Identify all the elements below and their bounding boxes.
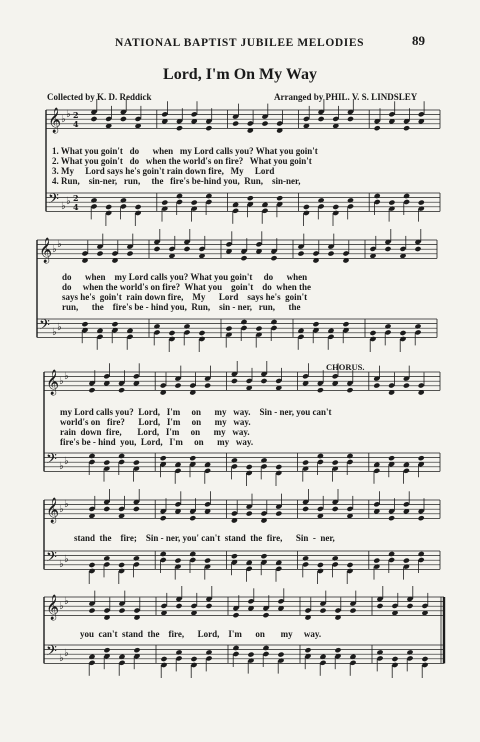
note-head [332, 506, 339, 512]
note-head [204, 383, 211, 389]
lyric-line: 2. What you goin't do when the world's on fire? What you goin't [52, 156, 312, 166]
note-head [118, 608, 125, 614]
note-head [176, 125, 183, 131]
note-head [374, 193, 381, 199]
note-head [153, 246, 160, 252]
note-head [388, 200, 395, 206]
note-head [205, 193, 212, 199]
running-head: NATIONAL BAPTIST JUBILEE MELODIES [115, 37, 365, 49]
note-head [183, 323, 190, 329]
note-head [231, 553, 238, 559]
note-head [302, 555, 309, 561]
note-head [160, 515, 167, 521]
note-head [347, 197, 354, 203]
note-head [418, 515, 425, 521]
note-head [346, 562, 353, 568]
flat-icon: ♭ [59, 504, 64, 515]
lyric-line: my Lord calls you? Lord, I'm on my way. Sin - ner, you can't [60, 407, 332, 417]
note-head [261, 121, 268, 127]
note-head [231, 378, 238, 384]
note-head [384, 323, 391, 329]
clef-icon: 𝄞 [39, 238, 53, 263]
note-head [262, 645, 269, 651]
note-head [90, 116, 97, 122]
note-head [303, 204, 310, 210]
note-head [161, 200, 168, 206]
note-head [133, 647, 140, 653]
note-head [189, 551, 196, 557]
note-head [205, 603, 212, 609]
note-head [175, 603, 182, 609]
note-head [204, 558, 211, 564]
lyric-line: world's on fire? Lord, I'm on my way. [60, 417, 251, 427]
note-head [81, 321, 88, 327]
note-head [346, 453, 353, 459]
note-head [302, 506, 309, 512]
note-head [103, 555, 110, 561]
clef-icon: 𝄞 [46, 498, 60, 523]
note-head [332, 555, 339, 561]
clef-icon: 𝄞 [46, 370, 60, 395]
lyric-line: stand the fire; Sin - ner, you' can't stand the fire, Sin - ner, [74, 533, 335, 543]
note-head [418, 455, 425, 461]
note-head [403, 125, 410, 131]
note-head [225, 326, 232, 332]
flat-icon: ♭ [61, 114, 66, 125]
note-head [153, 323, 160, 329]
note-head [246, 464, 253, 470]
flat-icon: ♭ [64, 596, 69, 607]
note-head [247, 652, 254, 658]
note-head [388, 551, 395, 557]
note-head [240, 319, 247, 325]
note-head [255, 326, 262, 332]
flat-icon: ♭ [59, 461, 64, 472]
note-head [276, 195, 283, 201]
note-head [304, 647, 311, 653]
clef-icon: 𝄢 [46, 643, 57, 663]
note-head [247, 195, 254, 201]
note-head [205, 125, 212, 131]
note-head [103, 647, 110, 653]
note-head [232, 645, 239, 651]
note-head [406, 649, 413, 655]
note-head [421, 656, 428, 662]
note-head [103, 460, 110, 466]
note-head [327, 251, 334, 257]
note-head [318, 116, 325, 122]
note-head [270, 319, 277, 325]
note-head [403, 383, 410, 389]
note-head [88, 387, 95, 393]
note-head [189, 455, 196, 461]
note-head [118, 387, 125, 393]
flat-icon: ♭ [66, 196, 71, 207]
note-head [232, 121, 239, 127]
note-head [88, 608, 95, 614]
note-head [120, 116, 127, 122]
flat-icon: ♭ [59, 653, 64, 664]
flat-icon: ♭ [64, 456, 69, 467]
note-head [133, 555, 140, 561]
note-head [90, 197, 97, 203]
note-head [191, 200, 198, 206]
note-head [176, 193, 183, 199]
time-signature: 2 [73, 110, 79, 120]
lyric-line: do when the world's on fire? What you goin't do when the [62, 282, 311, 292]
lyric-line: 4. Run, sin-ner, run, the fire's be-hind you, Run, sin-ner, [52, 176, 301, 186]
arranger-credit: Arranged by PHIL. V. S. LINDSLEY [274, 92, 418, 102]
lyric-line: do when my Lord calls you? What you goin't do when [62, 272, 308, 282]
note-head [183, 246, 190, 252]
note-head [133, 460, 140, 466]
chorus-label: CHORUS. [326, 362, 365, 372]
note-head [189, 515, 196, 521]
flat-icon: ♭ [52, 327, 57, 338]
note-head [418, 200, 425, 206]
flat-icon: ♭ [64, 499, 69, 510]
note-head [240, 255, 247, 261]
time-signature: 4 [73, 119, 79, 129]
note-head [103, 506, 110, 512]
flat-icon: ♭ [64, 648, 69, 659]
note-head [88, 453, 95, 459]
time-signature: 4 [73, 202, 79, 212]
note-head [231, 457, 238, 463]
note-head [277, 652, 284, 658]
note-head [369, 330, 376, 336]
flat-icon: ♭ [57, 239, 62, 250]
note-head [275, 464, 282, 470]
note-head [168, 330, 175, 336]
clef-icon: 𝄢 [48, 191, 59, 211]
note-head [391, 656, 398, 662]
note-head [403, 193, 410, 199]
note-head [317, 453, 324, 459]
note-head [347, 116, 354, 122]
note-head [373, 383, 380, 389]
note-head [376, 649, 383, 655]
note-head [111, 321, 118, 327]
note-head [399, 330, 406, 336]
note-head [96, 251, 103, 257]
note-head [275, 511, 282, 517]
note-head [346, 387, 353, 393]
note-head [198, 330, 205, 336]
note-head [317, 562, 324, 568]
note-head [135, 204, 142, 210]
clef-icon: 𝄞 [46, 595, 60, 620]
note-head [190, 656, 197, 662]
note-head [88, 562, 95, 568]
clef-icon: 𝄢 [39, 317, 50, 337]
flat-icon: ♭ [57, 322, 62, 333]
note-head [418, 551, 425, 557]
lyric-line: rain down fire, Lord, I'm on my way. [60, 427, 250, 437]
note-head [406, 603, 413, 609]
note-head [160, 455, 167, 461]
note-head [342, 321, 349, 327]
note-head [120, 197, 127, 203]
note-head [302, 460, 309, 466]
note-head [246, 511, 253, 517]
note-head [332, 460, 339, 466]
note-head [133, 506, 140, 512]
song-title: Lord, I'm On My Way [163, 66, 317, 83]
note-head [260, 457, 267, 463]
note-head [126, 251, 133, 257]
note-head [403, 558, 410, 564]
flat-icon: ♭ [66, 109, 71, 120]
note-head [174, 558, 181, 564]
flat-icon: ♭ [59, 601, 64, 612]
note-head [205, 649, 212, 655]
note-head [384, 246, 391, 252]
collector-credit: Collected by K. D. Reddick [47, 92, 152, 102]
note-head [332, 204, 339, 210]
note-head [319, 608, 326, 614]
lyric-line: says he's goin't rain down fire, My Lord says he's goin't [62, 292, 308, 302]
flat-icon: ♭ [64, 371, 69, 382]
time-signature: 2 [73, 193, 79, 203]
note-head [414, 323, 421, 329]
lyric-line: 1. What you goin't do when my Lord calls you? What you goin't [52, 146, 318, 156]
note-head [297, 251, 304, 257]
note-head [334, 647, 341, 653]
note-head [318, 197, 325, 203]
flat-icon: ♭ [59, 376, 64, 387]
note-head [414, 246, 421, 252]
clef-icon: 𝄢 [46, 549, 57, 569]
note-head [260, 553, 267, 559]
note-head [160, 551, 167, 557]
note-head [160, 656, 167, 662]
flat-icon: ♭ [64, 554, 69, 565]
note-head [312, 321, 319, 327]
note-head [232, 612, 239, 618]
note-head [260, 378, 267, 384]
note-head [388, 455, 395, 461]
page-number: 89 [412, 33, 425, 48]
note-head [105, 204, 112, 210]
clef-icon: 𝄢 [46, 451, 57, 471]
lyric-line: run, the fire's be - hind you, Run, sin - ner, run, the [62, 302, 301, 312]
note-head [376, 603, 383, 609]
lyric-line: you can't stand the fire, Lord, I'm on my way. [80, 629, 322, 639]
clef-icon: 𝄞 [48, 108, 62, 133]
note-head [175, 649, 182, 655]
note-head [174, 383, 181, 389]
note-head [118, 453, 125, 459]
lyric-line: 3. My Lord says he's goin't rain down fire, My Lord [52, 166, 275, 176]
lyric-line: fire's be - hind you, Lord, I'm on my way. [60, 437, 254, 447]
flat-icon: ♭ [52, 244, 57, 255]
note-head [388, 515, 395, 521]
flat-icon: ♭ [59, 559, 64, 570]
note-head [118, 562, 125, 568]
flat-icon: ♭ [61, 201, 66, 212]
note-head [349, 608, 356, 614]
note-head [317, 387, 324, 393]
note-head [270, 255, 277, 261]
note-head [374, 125, 381, 131]
note-head [373, 558, 380, 564]
note-head [262, 612, 269, 618]
